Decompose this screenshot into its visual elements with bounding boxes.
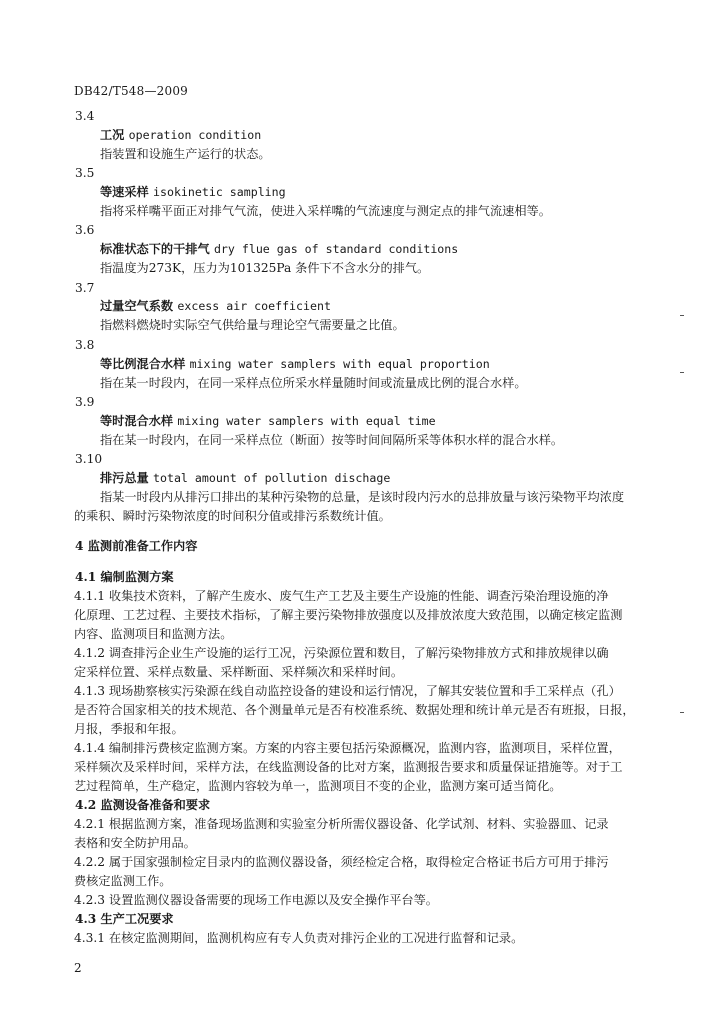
- paragraph-line: 月报，季报和年报。: [74, 722, 184, 736]
- term-heading: [100, 241, 458, 257]
- clause-number: 3.9: [75, 395, 95, 409]
- term-cn: 排污总量: [100, 471, 149, 485]
- term-cn: 等速采样: [100, 185, 149, 199]
- subsection-heading: 4.3 生产工况要求: [75, 912, 174, 926]
- paragraph-line: 化原理、工艺过程、主要技术指标，了解主要污染物排放强度以及排放浓度大致范围，以确定核定监测: [74, 608, 623, 622]
- term-definition: 指某一时段内从排污口排出的某种污染物的总量，是该时段内污水的总排放量与该污染物平均浓度: [100, 490, 625, 504]
- term-definition: 指在某一时段内，在同一采样点位（断面）按等时间间隔所采等体积水样的混合水样。: [100, 433, 564, 447]
- term-en: excess air coefficient: [177, 299, 331, 313]
- paragraph-line: 4.1.2 调查排污企业生产设施的运行工况，污染源位置和数目，了解污染物排放方式和排放规律以确: [74, 646, 609, 660]
- paragraph-line: 4.2.3 设置监测仪器设备需要的现场工作电源以及安全操作平台等。: [74, 893, 438, 907]
- term-en: total amount of pollution dischage: [153, 471, 391, 485]
- term-definition: 指装置和设施生产运行的状态。: [100, 147, 271, 161]
- clause-number: 3.8: [75, 338, 95, 352]
- clause-number: 3.6: [75, 223, 95, 237]
- term-heading: [100, 470, 390, 486]
- paragraph-line: 定采样位置、采样点数量、采样断面、采样频次和采样时间。: [74, 665, 404, 679]
- term-cn: 过量空气系数: [100, 299, 174, 313]
- term-definition: 指燃料燃烧时实际空气供给量与理论空气需要量之比值。: [100, 318, 405, 332]
- subsection-heading: 4.2 监测设备准备和要求: [75, 798, 211, 812]
- term-en: isokinetic sampling: [153, 185, 286, 199]
- term-heading: [100, 413, 436, 429]
- subsection-heading: 4.1 编制监测方案: [75, 570, 174, 584]
- standard-code-header: DB42/T548—2009: [74, 84, 188, 98]
- term-en: mixing water samplers with equal proportion: [189, 357, 490, 371]
- term-heading: [100, 298, 331, 314]
- term-cn: 标准状态下的干排气: [100, 242, 210, 256]
- term-en: dry flue gas of standard conditions: [213, 242, 459, 256]
- paragraph-line: 4.1.1 收集技术资料，了解产生废水、废气生产工艺及主要生产设施的性能、调查污染治理设施的净: [74, 589, 609, 603]
- paragraph-line: 是否符合国家相关的技术规范、各个测量单元是否有校准系统、数据处理和统计单元是否有班报，日报，: [74, 703, 635, 717]
- term-cn: 工况: [100, 128, 125, 142]
- term-definition: 指温度为273K，压力为101325Pa 条件下不含水分的排气。: [100, 261, 430, 275]
- term-en: operation condition: [128, 128, 262, 142]
- scan-mark: [680, 372, 684, 373]
- scan-mark: [680, 712, 684, 713]
- term-definition: 指将采样嘴平面正对排气气流，使进入采样嘴的气流速度与测定点的排气流速相等。: [100, 204, 551, 218]
- paragraph-line: 费核定监测工作。: [74, 874, 172, 888]
- paragraph-line: 4.1.3 现场勘察核实污染源在线自动监控设备的建设和运行情况，了解其安装位置和手工采样点（孔）: [74, 684, 621, 698]
- scan-mark: [680, 315, 684, 316]
- paragraph-line: 表格和安全防护用品。: [74, 836, 196, 850]
- clause-number: 3.10: [75, 452, 103, 466]
- paragraph-line: 4.3.1 在核定监测期间，监测机构应有专人负责对排污企业的工况进行监督和记录。: [74, 931, 524, 945]
- term-cn: 等比例混合水样: [100, 357, 186, 371]
- clause-number: 3.7: [75, 281, 95, 295]
- term-definition: 指在某一时段内，在同一采样点位所采水样量随时间或流量成比例的混合水样。: [100, 376, 527, 390]
- paragraph-line: 4.1.4 编制排污费核定监测方案。方案的内容主要包括污染源概况，监测内容，监测项目，采样位置，: [74, 741, 621, 755]
- paragraph-line: 艺过程简单，生产稳定，监测内容较为单一，监测项目不变的企业，监测方案可适当简化。: [74, 779, 562, 793]
- paragraph-line: 4.2.2 属于国家强制检定目录内的监测仪器设备，须经检定合格，取得检定合格证书后方可用于排污: [74, 855, 609, 869]
- section-heading: 4 监测前准备工作内容: [75, 539, 198, 553]
- clause-number: 3.4: [75, 109, 95, 123]
- term-en: mixing water samplers with equal time: [177, 414, 436, 428]
- term-heading: [100, 356, 490, 372]
- term-heading: [100, 184, 286, 200]
- term-heading: [100, 127, 261, 143]
- paragraph-line: 内容、监测项目和监测方法。: [74, 627, 233, 641]
- term-cn: 等时混合水样: [100, 414, 174, 428]
- term-definition-cont: 的乘积、瞬时污染物浓度的时间积分值或排污系数统计值。: [74, 509, 391, 523]
- paragraph-line: 4.2.1 根据监测方案，准备现场监测和实验室分析所需仪器设备、化学试剂、材料、实验器皿、记录: [74, 817, 609, 831]
- clause-number: 3.5: [75, 166, 95, 180]
- paragraph-line: 采样频次及采样时间，采样方法，在线监测设备的比对方案，监测报告要求和质量保证措施等。对于工: [74, 760, 623, 774]
- page-number: 2: [74, 961, 82, 975]
